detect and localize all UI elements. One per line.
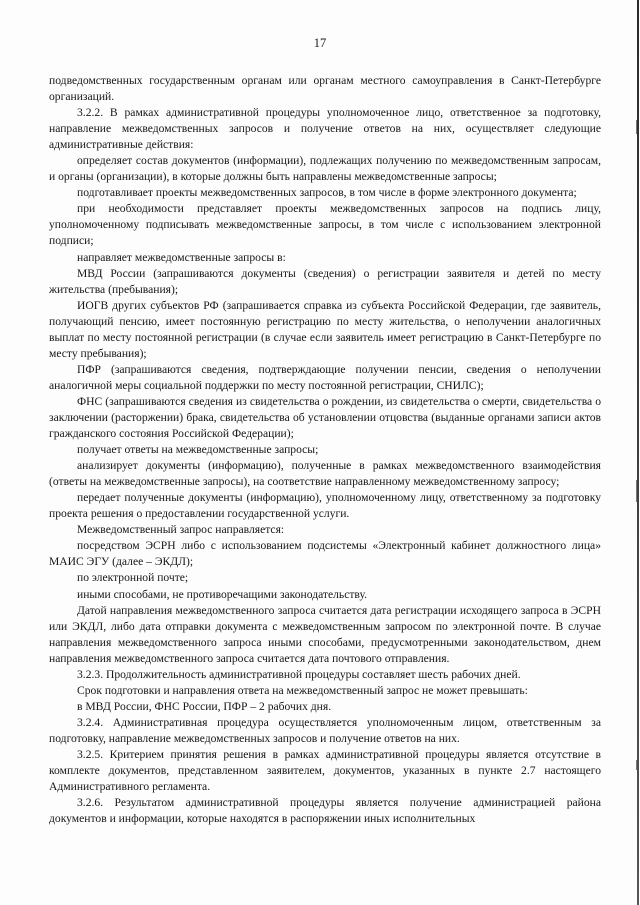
paragraph: МВД России (запрашиваются документы (сведения) о регистрации заявителя и детей по месту жительства (пребывания); bbox=[49, 266, 601, 296]
paragraph: 3.2.2. В рамках административной процедуры уполномоченное лицо, ответственное за подготовку, направление межведомственных запросов и получение ответов на них, осуществляет следующие административные действия: bbox=[49, 106, 601, 152]
paragraph: анализирует документы (информацию), полученные в рамках межведомственного взаимодействия (ответы на межведомственные запросы), на соответствие направленному межведомственному запросу; bbox=[49, 459, 601, 489]
paragraph: подведомственных государственным органам или органам местного самоуправления в Санкт-Петербурге организаций. bbox=[49, 74, 601, 104]
paragraph: направляет межведомственные запросы в: bbox=[77, 250, 286, 264]
paragraph: 3.2.5. Критерием принятия решения в рамках административной процедуры является отсутствие в комплекте документов, представленном заявителем, документов, указанных в пункте 2.7 настоящего Административного регламента. bbox=[49, 747, 601, 794]
document-body bbox=[49, 73, 601, 827]
paragraph: по электронной почте; bbox=[77, 571, 189, 585]
scan-edge-speck bbox=[636, 760, 637, 770]
paragraph: Срок подготовки и направления ответа на межведомственный запрос не может превышать: bbox=[77, 683, 528, 697]
paragraph: посредством ЭСРН либо с использованием подсистемы «Электронный кабинет должностного лица» МАИС ЭГУ (далее – ЭКДЛ); bbox=[49, 539, 601, 569]
paragraph: определяет состав документов (информации), подлежащих получению по межведомственным запросам, и органы (организации), в которые должны быть направлены межведомственные запросы; bbox=[49, 154, 601, 184]
paragraph: 3.2.4. Административная процедура осуществляется уполномоченным лицом, ответственным за подготовку, направление межведомственных запросов и получение ответов на них. bbox=[49, 715, 601, 745]
paragraph: ФНС (запрашиваются сведения из свидетельства о рождении, из свидетельства о смерти, свидетельства о заключении (расторжении) брака, свидетельства об установлении отцовства (выданные органами записи актов гражданского состояния Российской Федерации); bbox=[49, 394, 601, 441]
paragraph: подготавливает проекты межведомственных запросов, в том числе в форме электронного документа; bbox=[77, 186, 577, 200]
paragraph: передает полученные документы (информацию), уполномоченному лицу, ответственному за подготовку проекта решения о предоставлении государственной услуги. bbox=[49, 491, 601, 521]
scan-edge-speck bbox=[636, 120, 637, 134]
paragraph: при необходимости представляет проекты межведомственных запросов на подпись лицу, уполномоченному подписывать межведомственные запросы, в том числе с использованием электронной подписи; bbox=[49, 202, 601, 248]
paragraph: иными способами, не противоречащими законодательству. bbox=[77, 587, 368, 601]
paragraph: ИОГВ других субъектов РФ (запрашивается справка из субъекта Российской Федерации, где заявитель, получающий пенсию, имеет постоянную регистрацию по месту жительства, о неполучении аналогичных выплат по месту постоянной регистрации (в случае если заявитель имеет регистрацию в Санкт-Петербурге по месту пребывания); bbox=[49, 298, 601, 360]
paragraph: 3.2.3. Продолжительность административной процедуры составляет шесть рабочих дней. bbox=[77, 667, 521, 681]
paragraph: в МВД России, ФНС России, ПФР – 2 рабочих дня. bbox=[77, 699, 332, 713]
scan-edge-speck bbox=[636, 480, 637, 502]
paragraph: Межведомственный запрос направляется: bbox=[77, 523, 285, 537]
page-number: 17 bbox=[313, 36, 327, 50]
paragraph: ПФР (запрашиваются сведения, подтверждающие получении пенсии, сведения о неполучении аналогичной меры социальной поддержки по месту постоянной регистрации, СНИЛС); bbox=[49, 362, 601, 392]
scan-edge-line bbox=[637, 0, 639, 905]
paragraph: Датой направления межведомственного запроса считается дата регистрации исходящего запроса в ЭСРН или ЭКДЛ, либо дата отправки документа с межведомственным запросом по электронной почте. В случае направления межведомственного запроса иными способами, предусмотренными законодательством, днем направления межведомственного запроса считается дата почтового отправления. bbox=[49, 603, 601, 665]
paragraph: 3.2.6. Результатом административной процедуры является получение администрацией района документов и информации, которые находятся в распоряжении иных исполнительных bbox=[49, 796, 601, 826]
paragraph: получает ответы на межведомственные запросы; bbox=[77, 443, 319, 457]
